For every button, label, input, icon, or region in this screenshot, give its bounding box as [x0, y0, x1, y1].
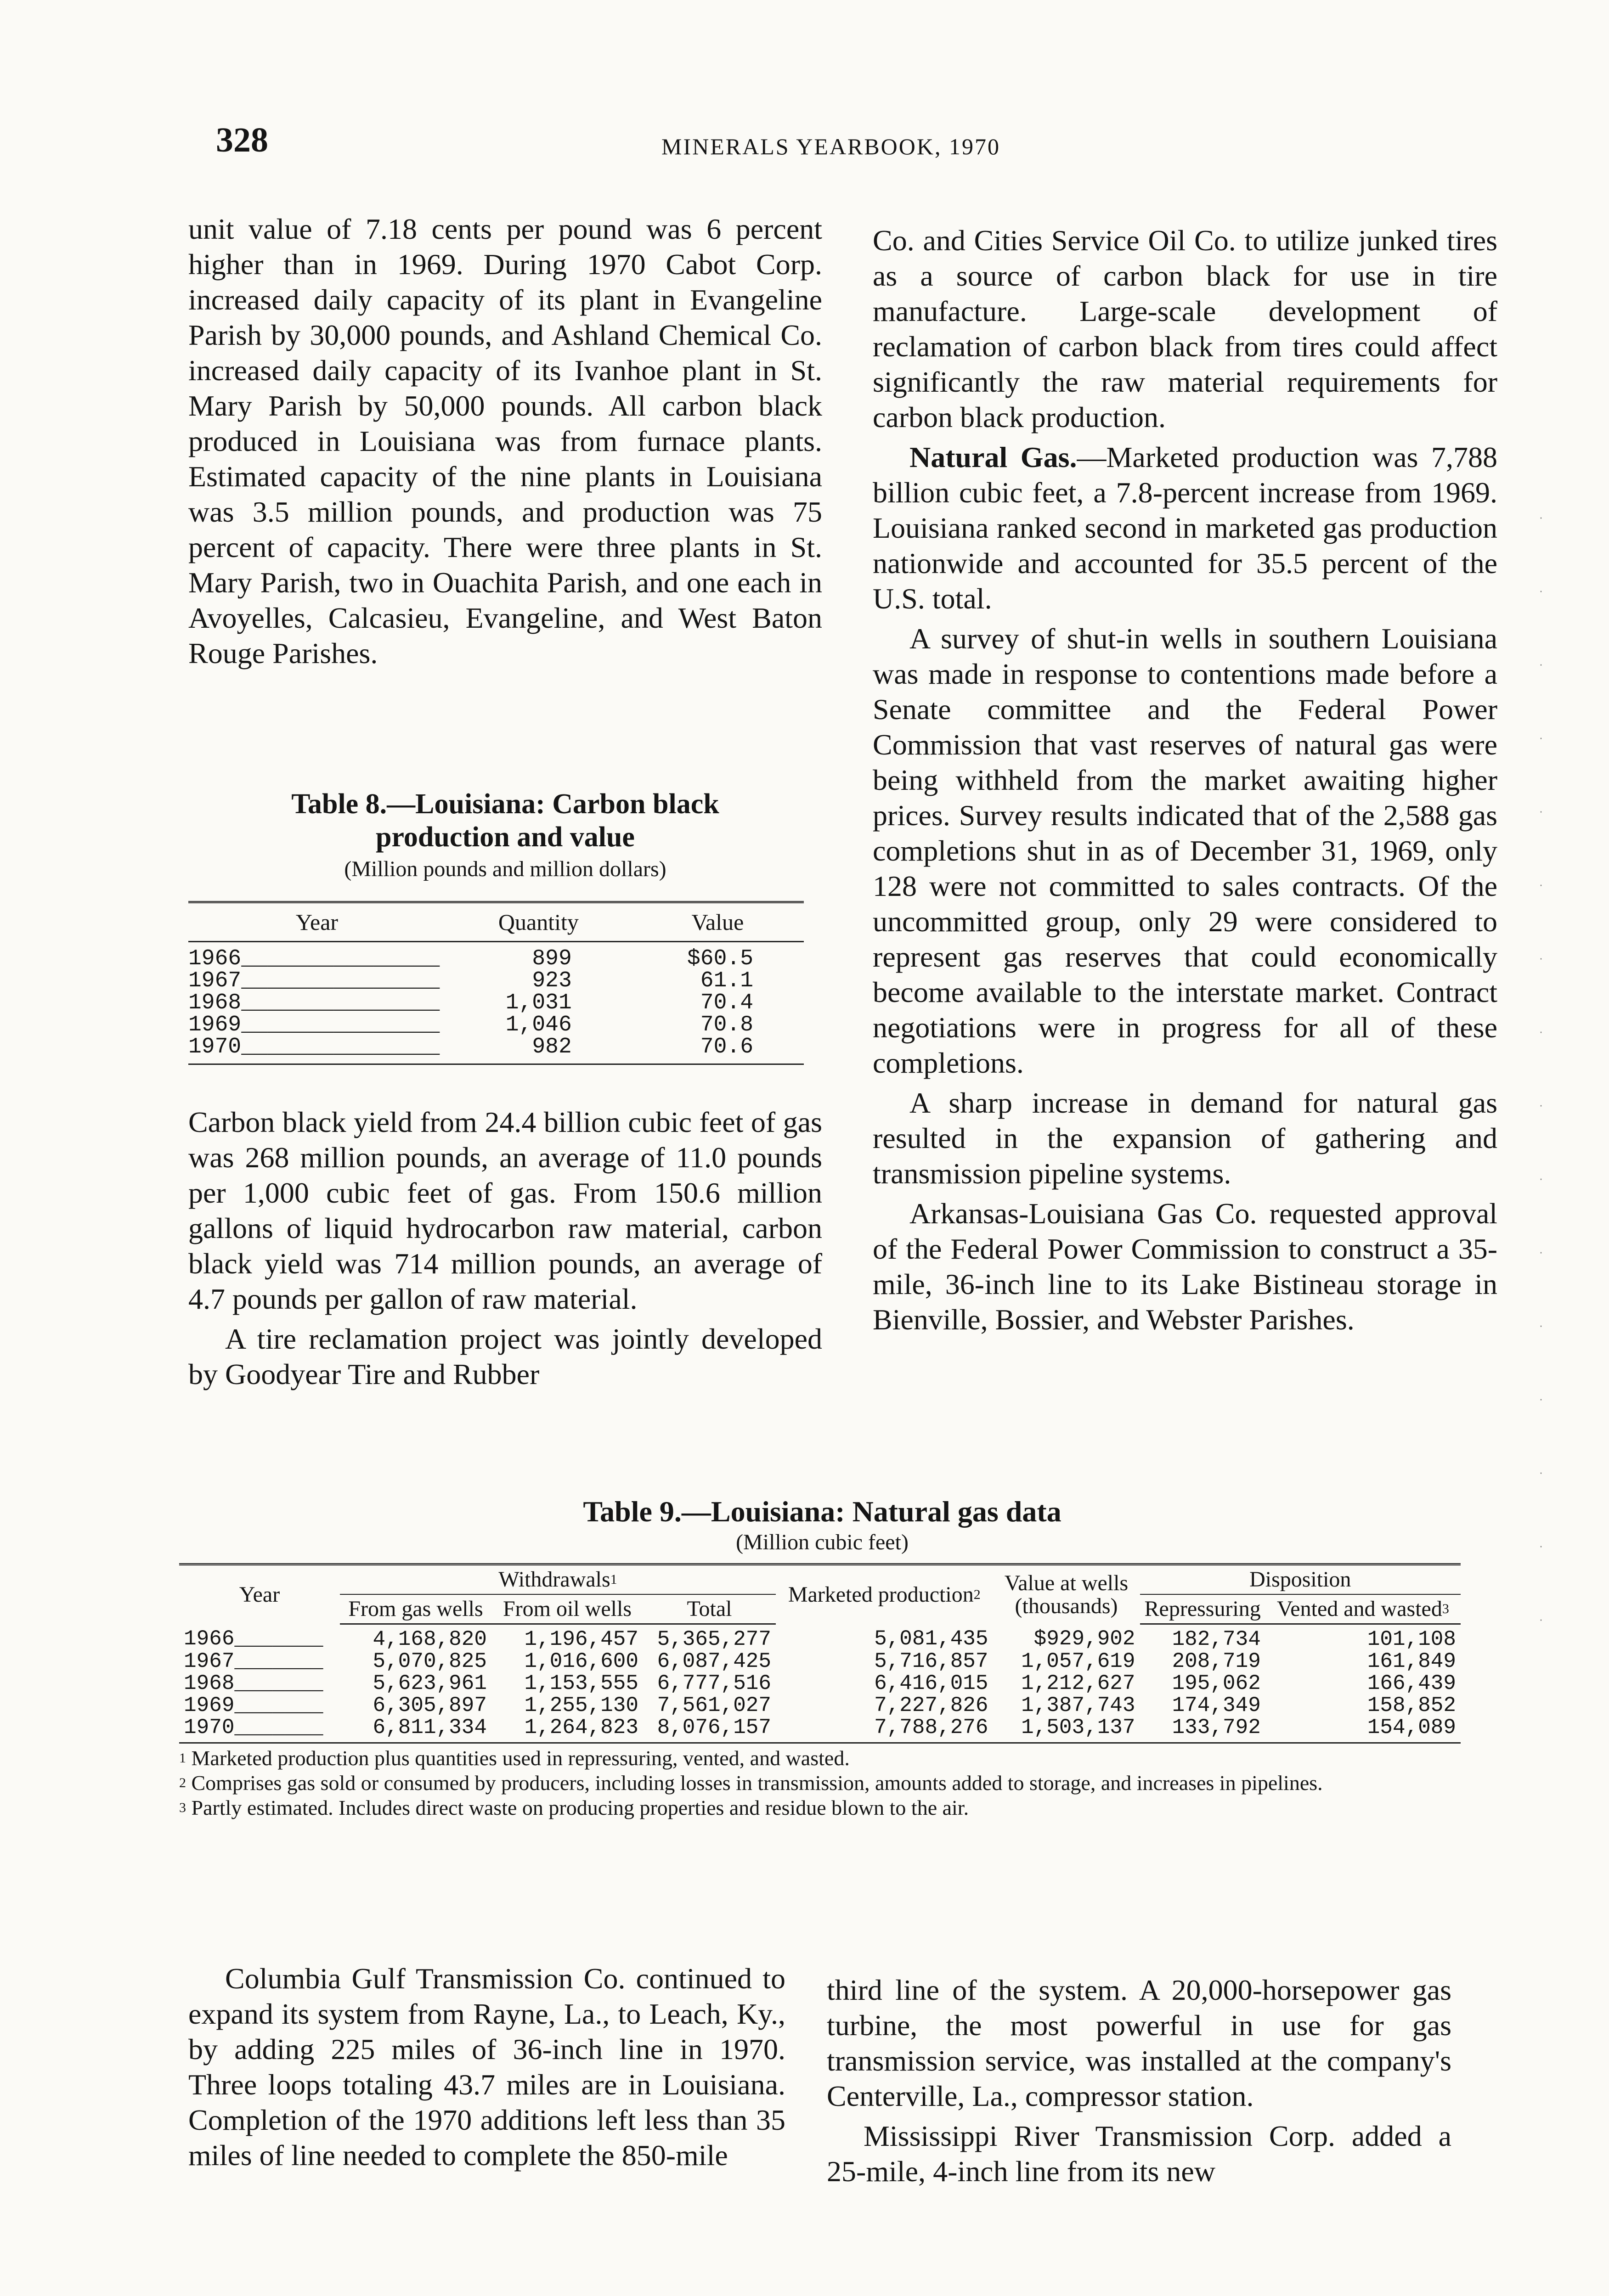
table-row: 1967_______________ 923 61.1 — [188, 968, 753, 993]
paragraph: A tire reclamation project was jointly developed by Goodyear Tire and Rubber — [188, 1322, 822, 1390]
header-marketed: Marketed production$^2$ — [776, 1564, 993, 1624]
paragraph: unit value of 7.18 cents per pound was 6 percent higher than in 1969. During 1970 Cabot Corp. increased daily capacity of its plant in Evangeline Parish by 30,000 pounds, and Ashland Chemical Co. increased daily capacity of its Ivanhoe plant in St. Mary Parish by 50,000 pounds. All carbon black produced in Louisiana was from furnace plants. Estimated capacity of the nine plants in Louisiana was 3.5 million pounds, and production was 75 percent of capacity. There were three plants in St. Mary Parish, two in Ouachita Parish, and one each in Avoyelles, Calcasieu, Evangeline, and West Baton Rouge Parishes. — [188, 213, 822, 670]
table-8-subtitle: (Million pounds and million dollars) — [344, 857, 666, 881]
table-row: 1970_______________ 982 70.6 — [188, 1036, 804, 1064]
running-head: MINERALS YEARBOOK, 1970 — [661, 134, 1000, 159]
column-left-bottom — [188, 1104, 822, 1392]
footnote: $^3$ Partly estimated. Includes direct waste on producing properties and residue blown to the air. — [179, 1796, 969, 1819]
page-number: 328 — [216, 121, 268, 159]
header-year: Year — [179, 1564, 340, 1624]
header-from-oil-wells: From oil wells — [491, 1594, 643, 1624]
table-row: 1968_______________ 1,031 70.4 — [188, 990, 753, 1015]
section-heading: Natural Gas. — [909, 441, 1077, 473]
header-value: Value — [632, 902, 804, 942]
paragraph: A survey of shut-in wells in southern Louisiana was made in response to contentions made before a Senate committee and the Federal Power Commission that vast reserves of natural gas were being withheld from the market awaiting higher prices. Survey results indicated that of the 2,588 gas completions shut in as of December 31, 1969, only 128 were not committed to sales contracts. Of the uncommitted group, only 29 were considered to represent gas reserves that could economically become available to the interstate market. Contract negotiations were in progress for all of these completions. — [873, 622, 1497, 1079]
header-from-gas-wells: From gas wells — [340, 1594, 491, 1624]
table-row: 1968_______ 5,623,961 1,153,555 6,777,516 6,416,015 1,212,627 195,062 166,439 — [184, 1671, 1456, 1695]
table-8 — [188, 788, 822, 1065]
paragraph: Natural Gas.—Marketed production was 7,788 billion cubic feet, a 7.8-percent increase from 1969. Louisiana ranked second in marketed gas production nationwide and accounted for 35.5 percent of the U.S. total. — [873, 441, 1498, 615]
paragraph: Arkansas-Louisiana Gas Co. requested approval of the Federal Power Commission to construct a 35-mile, 36-inch line to its Lake Bistineau storage in Bienville, Bossier, and Webster Parishes. — [873, 1197, 1497, 1336]
header-value: Value at wells (thousands) — [993, 1564, 1140, 1624]
header-repressuring: Repressuring — [1140, 1594, 1265, 1624]
table-8-title: Table 8.—Louisiana: Carbon black production and value — [291, 788, 719, 853]
table-row: 1966_______ 4,168,820 1,196,457 5,365,277 5,081,435 $929,902 182,734 101,108 — [184, 1627, 1456, 1651]
column-right-lower — [827, 1972, 1451, 2189]
header-vented: Vented and wasted$^3$ — [1265, 1594, 1461, 1624]
header-withdrawals: Withdrawals$^1$ — [340, 1564, 776, 1595]
header-year: Year — [188, 902, 446, 942]
table-row: 1970_______ 6,811,334 1,264,823 8,076,157 7,788,276 1,503,137 133,792 154,089 — [179, 1716, 1461, 1743]
header-disposition: Disposition — [1140, 1564, 1461, 1595]
paragraph: Mississippi River Transmission Corp. added a 25-mile, 4-inch line from its new — [827, 2120, 1451, 2188]
header-total: Total — [643, 1594, 776, 1624]
table-row: 1967_______ 5,070,825 1,016,600 6,087,425 5,716,857 1,057,619 208,719 161,849 — [184, 1649, 1456, 1673]
paragraph: A sharp increase in demand for natural gas resulted in the expansion of gathering and transmission pipeline systems. — [873, 1086, 1497, 1190]
footnote: $^2$ Comprises gas sold or consumed by producers, including losses in transmission, amounts added to storage, and increases in pipelines. — [179, 1771, 1323, 1795]
table-row: 1969_______________ 1,046 70.8 — [188, 1013, 753, 1037]
paragraph: third line of the system. A 20,000-horsepower gas turbine, the most powerful in use for gas transmission service, was installed at the company's Centerville, La., compressor station. — [827, 1974, 1451, 2112]
header-quantity: Quantity — [446, 902, 632, 942]
table-row: 1966_______________ 899 $60.5 — [188, 946, 753, 971]
table-row: 1969_______ 6,305,897 1,255,130 7,561,027 7,227,826 1,387,743 174,349 158,852 — [184, 1694, 1456, 1717]
table-9 — [179, 1495, 1465, 1819]
table-9-grid — [179, 1563, 1461, 1744]
footnote: $^1$ Marketed production plus quantities used in repressuring, vented, and wasted. — [179, 1746, 850, 1770]
column-left-top — [188, 211, 822, 671]
table-8-grid — [188, 901, 804, 1065]
paragraph: Co. and Cities Service Oil Co. to utilize junked tires as a source of carbon black for use in tire manufacture. Large-scale development of reclamation of carbon black from tires could affect significantly the raw material requirements for carbon black production. — [873, 224, 1497, 433]
paragraph: Columbia Gulf Transmission Co. continued to expand its system from Rayne, La., to Leach, Ky., by adding 225 miles of 36-inch line in 1970. Three loops totaling 43.7 miles are in Louisiana. Completion of the 1970 additions left less than 35 miles of line needed to complete the 850-mile — [188, 1962, 785, 2172]
column-left-lower — [188, 1961, 785, 2173]
table-9-title: Table 9.—Louisiana: Natural gas data — [583, 1495, 1061, 1528]
table-9-footnotes — [179, 1747, 1465, 1819]
column-right-top — [873, 223, 1497, 1337]
table-9-subtitle: (Million cubic feet) — [736, 1530, 909, 1554]
paragraph: Carbon black yield from 24.4 billion cubic feet of gas was 268 million pounds, an average of 11.0 pounds per 1,000 cubic feet of gas. From 150.6 million gallons of liquid hydrocarbon raw material, carbon black yield was 714 million pounds, an average of 4.7 pounds per gallon of raw material. — [188, 1106, 822, 1315]
scan-margin-specks: · · · · · · · · · · · · · · · · — [1539, 513, 1543, 1626]
